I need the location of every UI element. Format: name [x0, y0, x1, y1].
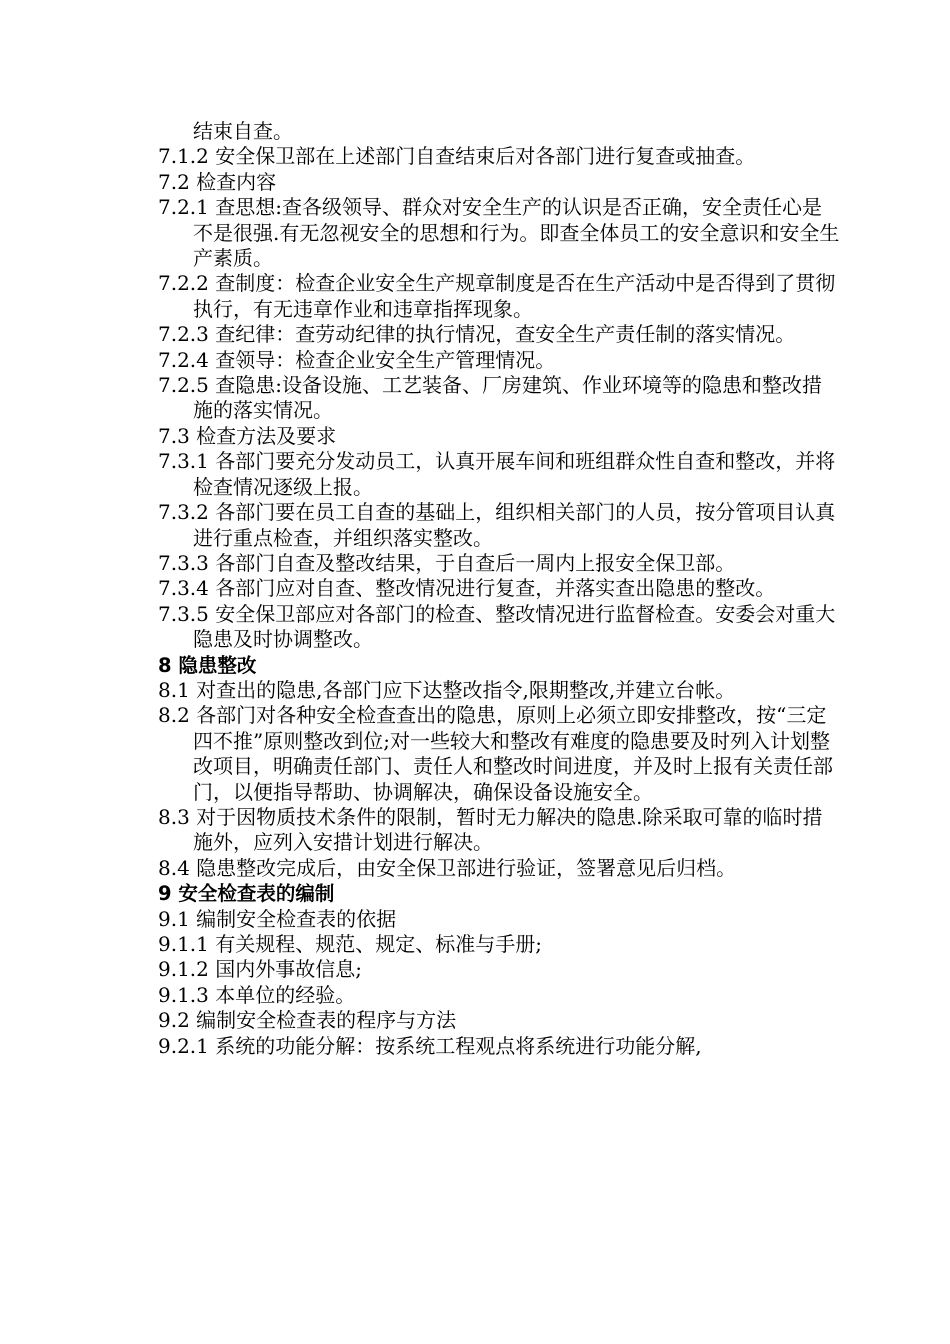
paragraph-8-3: 8.3 对于因物质技术条件的限制，暂时无力解决的隐患.除采取可靠的临时措施外，应列入安措计划进行解决。: [158, 804, 823, 855]
paragraph-7-1-2: 7.1.2 安全保卫部在上述部门自查结束后对各部门进行复查或抽查。: [158, 144, 756, 169]
paragraph-8-4: 8.4 隐患整改完成后，由安全保卫部进行验证，签署意见后归档。: [158, 855, 737, 880]
paragraph-8-1: 8.1 对查出的隐患,各部门应下达整改指令,限期整改,并建立台帐。: [158, 677, 736, 702]
paragraph-7-2-3: 7.2.3 查纪律：查劳动纪律的执行情况，查安全生产责任制的落实情况。: [158, 322, 796, 347]
paragraph-9-2-1: 9.2.1 系统的功能分解：按系统工程观点将系统进行功能分解,: [158, 1033, 702, 1058]
paragraph-7-3-5: 7.3.5 安全保卫部应对各部门的检查、整改情况进行监督检查。安委会对重大隐患及时协调整改。: [158, 601, 836, 652]
paragraph-9-1-2: 9.1.2 国内外事故信息;: [158, 957, 362, 982]
paragraph-7-2-2: 7.2.2 查制度：检查企业安全生产规章制度是否在生产活动中是否得到了贯彻执行，有无违章作业和违章指挥现象。: [158, 271, 836, 321]
paragraph-7-3-2: 7.3.2 各部门要在员工自查的基础上，组织相关部门的人员，按分管项目认真进行重点检查，并组织落实整改。: [158, 500, 836, 550]
heading-8: 8 隐患整改: [158, 653, 257, 677]
paragraph-9-1-1: 9.1.1 有关规程、规范、规定、标准与手册;: [158, 932, 542, 956]
paragraph-8-2: 8.2 各部门对各种安全检查查出的隐患，原则上必须立即安排整改，按“三定四不推”原则整改到位;对一些较大和整改有难度的隐患要及时列入计划整改项目，明确责任部门、责任人和整改时间进度，并及时上报有关责任部门，以便指导帮助、协调解决，确保设备设施安全。: [158, 703, 833, 804]
paragraph-7-3-4: 7.3.4 各部门应对自查、整改情况进行复查，并落实查出隐患的整改。: [158, 576, 776, 601]
paragraph: 结束自查。: [193, 119, 293, 143]
paragraph-7-2-4: 7.2.4 查领导：检查企业安全生产管理情况。: [158, 347, 556, 372]
section-9-1-title: 9.1 编制安全检查表的依据: [158, 906, 397, 931]
section-9-2-title: 9.2 编制安全检查表的程序与方法: [158, 1008, 457, 1033]
heading-9: 9 安全检查表的编制: [158, 882, 335, 906]
paragraph-7-2-5: 7.2.5 查隐患:设备设施、工艺装备、厂房建筑、作业环境等的隐患和整改措施的落实情况。: [158, 373, 822, 423]
paragraph-7-2-1: 7.2.1 查思想:查各级领导、群众对安全生产的认识是否正确，安全责任心是不是很强.有无忽视安全的思想和行为。即查全体员工的安全意识和安全生产素质。: [158, 195, 840, 271]
paragraph-9-1-3: 9.1.3 本单位的经验。: [158, 982, 356, 1007]
document-body: [158, 119, 840, 1059]
paragraph-7-3-1: 7.3.1 各部门要充分发动员工，认真开展车间和班组群众性自查和整改，并将检查情况逐级上报。: [158, 449, 836, 499]
section-7-3-title: 7.3 检查方法及要求: [158, 423, 337, 448]
paragraph-7-3-3: 7.3.3 各部门自查及整改结果，于自查后一周内上报安全保卫部。: [158, 550, 736, 575]
section-7-2-title: 7.2 检查内容: [158, 169, 277, 194]
